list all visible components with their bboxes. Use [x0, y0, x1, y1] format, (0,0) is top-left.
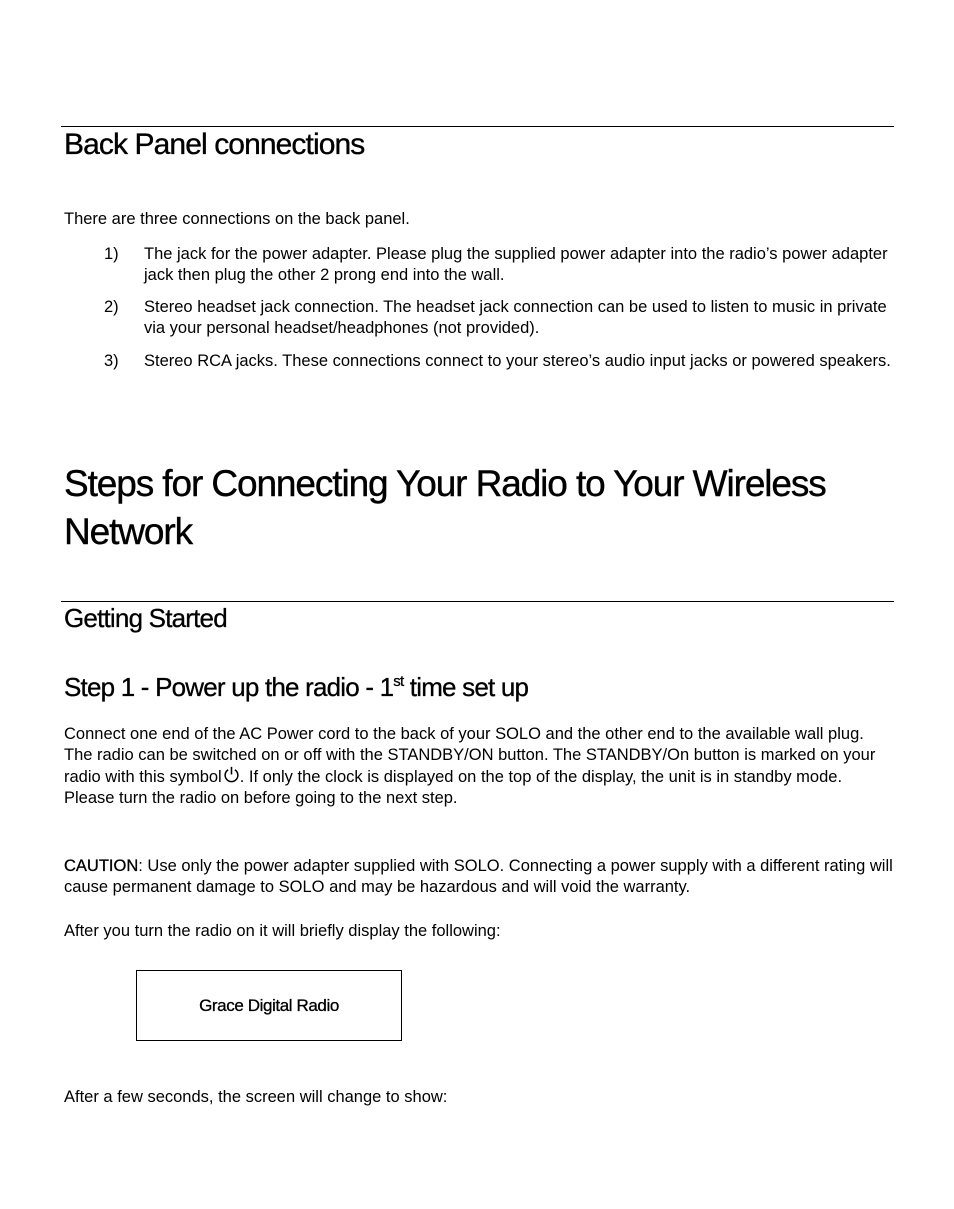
- after-on-text: After you turn the radio on it will briefly display the following:: [64, 922, 501, 940]
- caution-text: : Use only the power adapter supplied with SOLO. Connecting a power supply with a different rating will cause permanent damage to SOLO and may be hazardous and will void the warranty.: [64, 857, 893, 896]
- list-item-number: 2): [104, 298, 119, 316]
- heading-steps: Steps for Connecting Your Radio to Your Wireless Network: [64, 463, 826, 552]
- step-1-heading-superscript: st: [393, 673, 404, 690]
- step-1-paragraph: [64, 724, 894, 809]
- section-rule: [61, 601, 894, 602]
- caution-label: CAUTION: [64, 857, 139, 875]
- step-1-text: Connect one end of the AC Power cord to the back of your SOLO and the other end to the available wall plug. The radio can be switched on or off with the STANDBY/ON button. The STANDBY/On button is marked on your radio with this symbol: [64, 725, 876, 786]
- list-item-text: Stereo RCA jacks. These connections connect to your stereo’s audio input jacks or powered speakers.: [144, 352, 891, 370]
- list-item-text: Stereo headset jack connection. The headset jack connection can be used to listen to music in private via your personal headset/headphones (not provided).: [144, 298, 887, 337]
- heading-back-panel: Back Panel connections: [64, 128, 365, 161]
- after-seconds-text: After a few seconds, the screen will change to show:: [64, 1088, 448, 1106]
- step-1-heading-text: Step 1 - Power up the radio - 1: [64, 672, 394, 702]
- section-rule: [61, 126, 894, 127]
- display-box: [136, 970, 402, 1041]
- back-panel-intro: There are three connections on the back panel.: [64, 210, 410, 228]
- heading-getting-started: Getting Started: [64, 603, 227, 633]
- list-item-number: 3): [104, 352, 119, 370]
- list-item-number: 1): [104, 245, 119, 263]
- step-1-text-end: . If only the clock is displayed on the top of the display, the unit is in standby mode. Please turn the radio on before going to the next step.: [64, 768, 843, 807]
- power-icon: [223, 766, 240, 783]
- display-text: Grace Digital Radio: [199, 995, 339, 1015]
- step-1-heading-text-end: time set up: [403, 672, 529, 702]
- heading-step-1: [64, 672, 528, 703]
- caution-paragraph: [64, 856, 894, 898]
- list-item-text: The jack for the power adapter. Please plug the supplied power adapter into the radio’s power adapter jack then plug the other 2 prong end into the wall.: [144, 245, 888, 284]
